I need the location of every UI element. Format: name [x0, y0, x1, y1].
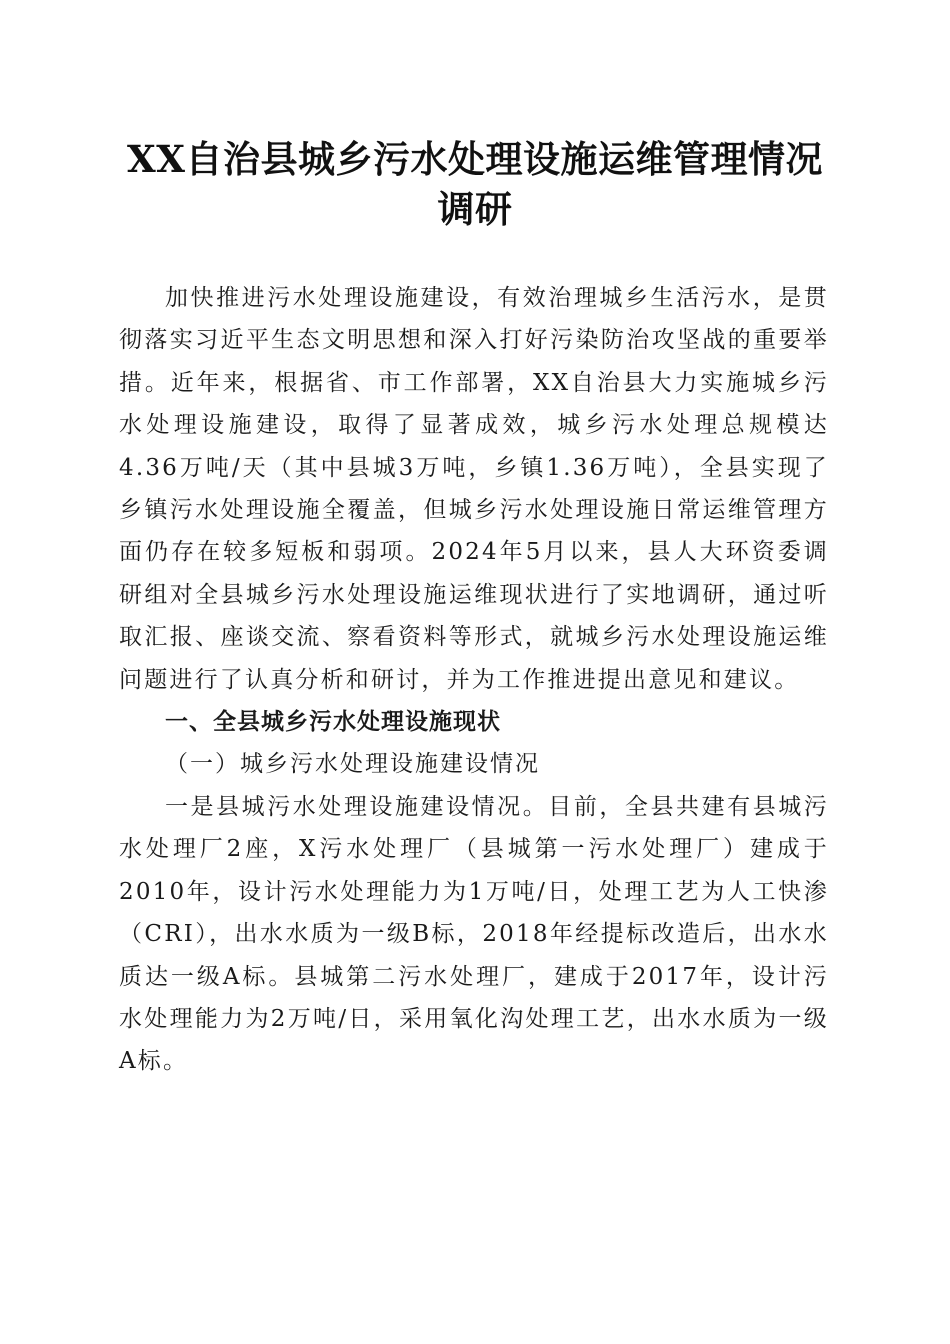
- document-title: XX自治县城乡污水处理设施运维管理情况调研: [127, 137, 823, 231]
- intro-paragraph: 加快推进污水处理设施建设，有效治理城乡生活污水，是贯彻落实习近平生态文明思想和深入打好污染防治攻坚战的重要举措。近年来，根据省、市工作部署，XX自治县大力实施城乡污水处理设施建设，取得了显著成效，城乡污水处理总规模达4.36万吨/天（其中县城3万吨，乡镇1.36万吨），全县实现了乡镇污水处理设施全覆盖，但城乡污水处理设施日常运维管理方面仍存在较多短板和弱项。2024年5月以来，县人大环资委调研组对全县城乡污水处理设施运维现状进行了实地调研，通过听取汇报、座谈交流、察看资料等形式，就城乡污水处理设施运维问题进行了认真分析和研讨，并为工作推进提出意见和建议。: [119, 285, 829, 693]
- body-paragraph: 一是县城污水处理设施建设情况。目前，全县共建有县城污水处理厂2座，X污水处理厂（县城第一污水处理厂）建成于2010年，设计污水处理能力为1万吨/日，处理工艺为人工快渗（CRI），出水水质为一级B标，2018年经提标改造后，出水水质达一级A标。县城第二污水处理厂，建成于2017年，设计污水处理能力为2万吨/日，采用氧化沟处理工艺，出水水质为一级A标。: [119, 793, 829, 1075]
- section-heading: 一、全县城乡污水处理设施现状: [165, 709, 501, 736]
- subsection-heading: （一）城乡污水处理设施建设情况: [165, 751, 540, 778]
- document-body: [119, 277, 829, 1083]
